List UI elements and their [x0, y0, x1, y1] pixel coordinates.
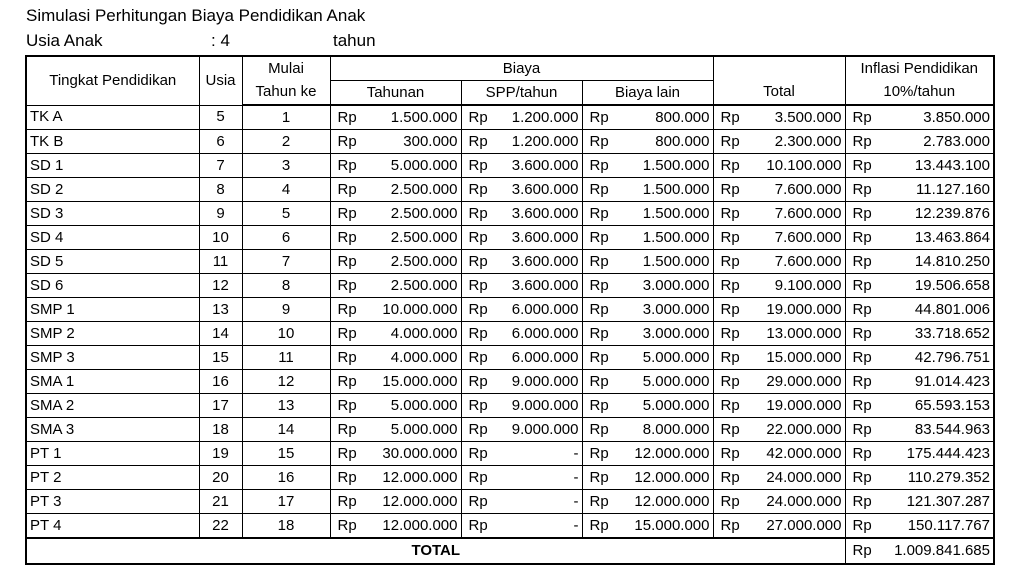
cell-tingkat: SMA 3 [26, 418, 199, 442]
cell-spp: Rp 6.000.000 [461, 298, 582, 322]
usia-value: : 4 [211, 31, 230, 50]
cell-total: Rp 9.100.000 [713, 274, 845, 298]
header-biaya: Biaya [330, 56, 713, 81]
cell-lain: Rp 5.000.000 [582, 394, 713, 418]
cell-spp: Rp - [461, 466, 582, 490]
cell-mulai: 4 [242, 178, 330, 202]
table-row [26, 418, 994, 442]
cell-lain: Rp 12.000.000 [582, 490, 713, 514]
cell-spp: Rp 3.600.000 [461, 226, 582, 250]
cell-inflasi: Rp 121.307.287 [845, 490, 994, 514]
cell-mulai: 15 [242, 442, 330, 466]
cell-total: Rp 24.000.000 [713, 466, 845, 490]
cell-spp: Rp 3.600.000 [461, 274, 582, 298]
cell-inflasi: Rp 13.443.100 [845, 154, 994, 178]
header-total-top [713, 56, 845, 81]
cell-inflasi: Rp 83.544.963 [845, 418, 994, 442]
cell-lain: Rp 3.000.000 [582, 274, 713, 298]
cell-usia: 5 [199, 105, 242, 130]
cell-usia: 11 [199, 250, 242, 274]
cell-tahunan: Rp 4.000.000 [330, 322, 461, 346]
cell-tahunan: Rp 1.500.000 [330, 105, 461, 130]
header-total: Total [713, 81, 845, 106]
cell-tahunan: Rp 12.000.000 [330, 490, 461, 514]
cell-usia: 17 [199, 394, 242, 418]
cell-total: Rp 7.600.000 [713, 202, 845, 226]
cell-lain: Rp 5.000.000 [582, 370, 713, 394]
cell-lain: Rp 1.500.000 [582, 226, 713, 250]
cell-usia: 18 [199, 418, 242, 442]
cell-inflasi: Rp 110.279.352 [845, 466, 994, 490]
cell-mulai: 1 [242, 105, 330, 130]
cell-spp: Rp 9.000.000 [461, 370, 582, 394]
table-row [26, 274, 994, 298]
table-row [26, 514, 994, 539]
cell-mulai: 9 [242, 298, 330, 322]
cell-tahunan: Rp 5.000.000 [330, 418, 461, 442]
cell-total: Rp 42.000.000 [713, 442, 845, 466]
cell-total: Rp 13.000.000 [713, 322, 845, 346]
cell-usia: 15 [199, 346, 242, 370]
header-tahunan: Tahunan [330, 81, 461, 106]
cell-inflasi: Rp 11.127.160 [845, 178, 994, 202]
header-spp: SPP/tahun [461, 81, 582, 106]
cell-mulai: 17 [242, 490, 330, 514]
cell-lain: Rp 15.000.000 [582, 514, 713, 539]
cell-total: Rp 2.300.000 [713, 130, 845, 154]
cell-spp: Rp 6.000.000 [461, 346, 582, 370]
cell-mulai: 2 [242, 130, 330, 154]
cell-total: Rp 10.100.000 [713, 154, 845, 178]
header-tingkat: Tingkat Pendidikan [26, 56, 199, 105]
cell-tingkat: SMP 2 [26, 322, 199, 346]
cell-lain: Rp 12.000.000 [582, 466, 713, 490]
cell-lain: Rp 1.500.000 [582, 202, 713, 226]
cell-mulai: 7 [242, 250, 330, 274]
cell-mulai: 10 [242, 322, 330, 346]
cell-tahunan: Rp 5.000.000 [330, 394, 461, 418]
cell-tingkat: SMA 1 [26, 370, 199, 394]
cell-spp: Rp 3.600.000 [461, 250, 582, 274]
cell-usia: 7 [199, 154, 242, 178]
cell-tahunan: Rp 12.000.000 [330, 514, 461, 539]
cell-spp: Rp - [461, 490, 582, 514]
cell-tahunan: Rp 15.000.000 [330, 370, 461, 394]
cell-lain: Rp 1.500.000 [582, 154, 713, 178]
cell-usia: 14 [199, 322, 242, 346]
table-row [26, 346, 994, 370]
cell-lain: Rp 3.000.000 [582, 298, 713, 322]
cost-table [25, 55, 995, 565]
cell-mulai: 16 [242, 466, 330, 490]
cell-mulai: 11 [242, 346, 330, 370]
cell-tingkat: SD 4 [26, 226, 199, 250]
cell-inflasi: Rp 19.506.658 [845, 274, 994, 298]
table-row [26, 322, 994, 346]
cell-spp: Rp 3.600.000 [461, 154, 582, 178]
cell-usia: 10 [199, 226, 242, 250]
cell-inflasi: Rp 3.850.000 [845, 105, 994, 130]
cell-mulai: 8 [242, 274, 330, 298]
cell-mulai: 6 [242, 226, 330, 250]
cell-tingkat: SD 2 [26, 178, 199, 202]
table-row [26, 466, 994, 490]
table-row [26, 250, 994, 274]
cell-tingkat: TK B [26, 130, 199, 154]
cell-total: Rp 15.000.000 [713, 346, 845, 370]
table-row [26, 105, 994, 130]
cell-mulai: 12 [242, 370, 330, 394]
cell-lain: Rp 3.000.000 [582, 322, 713, 346]
cell-tahunan: Rp 300.000 [330, 130, 461, 154]
cell-inflasi: Rp 175.444.423 [845, 442, 994, 466]
cell-total: Rp 7.600.000 [713, 226, 845, 250]
cell-spp: Rp - [461, 442, 582, 466]
table-row [26, 442, 994, 466]
cell-usia: 21 [199, 490, 242, 514]
table-row [26, 154, 994, 178]
cell-spp: Rp 9.000.000 [461, 394, 582, 418]
cell-total: Rp 22.000.000 [713, 418, 845, 442]
cell-usia: 22 [199, 514, 242, 539]
cell-spp: Rp 3.600.000 [461, 202, 582, 226]
cell-lain: Rp 1.500.000 [582, 250, 713, 274]
total-label: TOTAL [26, 538, 845, 564]
cell-spp: Rp 9.000.000 [461, 418, 582, 442]
cell-lain: Rp 5.000.000 [582, 346, 713, 370]
cell-mulai: 5 [242, 202, 330, 226]
cell-tingkat: SD 6 [26, 274, 199, 298]
cell-inflasi: Rp 14.810.250 [845, 250, 994, 274]
cell-tahunan: Rp 2.500.000 [330, 274, 461, 298]
cell-tingkat: SD 1 [26, 154, 199, 178]
cell-tingkat: TK A [26, 105, 199, 130]
cell-usia: 8 [199, 178, 242, 202]
total-value: Rp 1.009.841.685 [845, 538, 994, 564]
cell-spp: Rp 1.200.000 [461, 105, 582, 130]
cell-total: Rp 3.500.000 [713, 105, 845, 130]
cell-tingkat: PT 3 [26, 490, 199, 514]
cell-total: Rp 24.000.000 [713, 490, 845, 514]
cell-total: Rp 29.000.000 [713, 370, 845, 394]
table-row [26, 370, 994, 394]
cell-lain: Rp 1.500.000 [582, 178, 713, 202]
cell-tingkat: PT 2 [26, 466, 199, 490]
cell-spp: Rp 3.600.000 [461, 178, 582, 202]
cell-total: Rp 27.000.000 [713, 514, 845, 539]
table-row [26, 394, 994, 418]
cell-mulai: 14 [242, 418, 330, 442]
cell-tahunan: Rp 5.000.000 [330, 154, 461, 178]
cell-inflasi: Rp 42.796.751 [845, 346, 994, 370]
usia-label: Usia Anak [26, 31, 103, 50]
cell-total: Rp 7.600.000 [713, 250, 845, 274]
cell-tahunan: Rp 2.500.000 [330, 250, 461, 274]
cell-inflasi: Rp 44.801.006 [845, 298, 994, 322]
table-row [26, 226, 994, 250]
cell-tahunan: Rp 12.000.000 [330, 466, 461, 490]
header-mulai: Mulai [242, 56, 330, 81]
cell-lain: Rp 8.000.000 [582, 418, 713, 442]
cell-inflasi: Rp 91.014.423 [845, 370, 994, 394]
cell-usia: 13 [199, 298, 242, 322]
cell-inflasi: Rp 12.239.876 [845, 202, 994, 226]
cell-lain: Rp 800.000 [582, 130, 713, 154]
cell-usia: 6 [199, 130, 242, 154]
cell-inflasi: Rp 150.117.767 [845, 514, 994, 539]
cell-inflasi: Rp 33.718.652 [845, 322, 994, 346]
header-lain: Biaya lain [582, 81, 713, 106]
table-row [26, 202, 994, 226]
table-row [26, 298, 994, 322]
cell-total: Rp 7.600.000 [713, 178, 845, 202]
cell-spp: Rp - [461, 514, 582, 539]
cell-tahunan: Rp 30.000.000 [330, 442, 461, 466]
cell-tingkat: SMA 2 [26, 394, 199, 418]
cell-usia: 16 [199, 370, 242, 394]
cell-total: Rp 19.000.000 [713, 394, 845, 418]
cell-mulai: 13 [242, 394, 330, 418]
cell-usia: 19 [199, 442, 242, 466]
cell-tahunan: Rp 10.000.000 [330, 298, 461, 322]
header-inflasi: Inflasi Pendidikan [845, 56, 994, 81]
table-row [26, 178, 994, 202]
cell-lain: Rp 12.000.000 [582, 442, 713, 466]
cell-usia: 9 [199, 202, 242, 226]
cell-tingkat: SMP 1 [26, 298, 199, 322]
usia-unit: tahun [333, 31, 376, 50]
cell-tingkat: PT 4 [26, 514, 199, 539]
header-mulai-2: Tahun ke [242, 81, 330, 106]
cell-total: Rp 19.000.000 [713, 298, 845, 322]
page-title: Simulasi Perhitungan Biaya Pendidikan Anak [26, 6, 366, 25]
cell-spp: Rp 1.200.000 [461, 130, 582, 154]
cell-tingkat: SMP 3 [26, 346, 199, 370]
cell-spp: Rp 6.000.000 [461, 322, 582, 346]
cell-tingkat: SD 3 [26, 202, 199, 226]
cell-inflasi: Rp 65.593.153 [845, 394, 994, 418]
cell-tahunan: Rp 2.500.000 [330, 178, 461, 202]
cell-inflasi: Rp 2.783.000 [845, 130, 994, 154]
cell-tahunan: Rp 2.500.000 [330, 226, 461, 250]
cell-tahunan: Rp 2.500.000 [330, 202, 461, 226]
table-row [26, 130, 994, 154]
cell-usia: 12 [199, 274, 242, 298]
cell-mulai: 18 [242, 514, 330, 539]
table-row [26, 490, 994, 514]
header-usia: Usia [199, 56, 242, 105]
cell-tahunan: Rp 4.000.000 [330, 346, 461, 370]
cell-tingkat: SD 5 [26, 250, 199, 274]
header-inflasi-2: 10%/tahun [845, 81, 994, 106]
cell-usia: 20 [199, 466, 242, 490]
cell-mulai: 3 [242, 154, 330, 178]
cell-tingkat: PT 1 [26, 442, 199, 466]
cell-inflasi: Rp 13.463.864 [845, 226, 994, 250]
cell-lain: Rp 800.000 [582, 105, 713, 130]
